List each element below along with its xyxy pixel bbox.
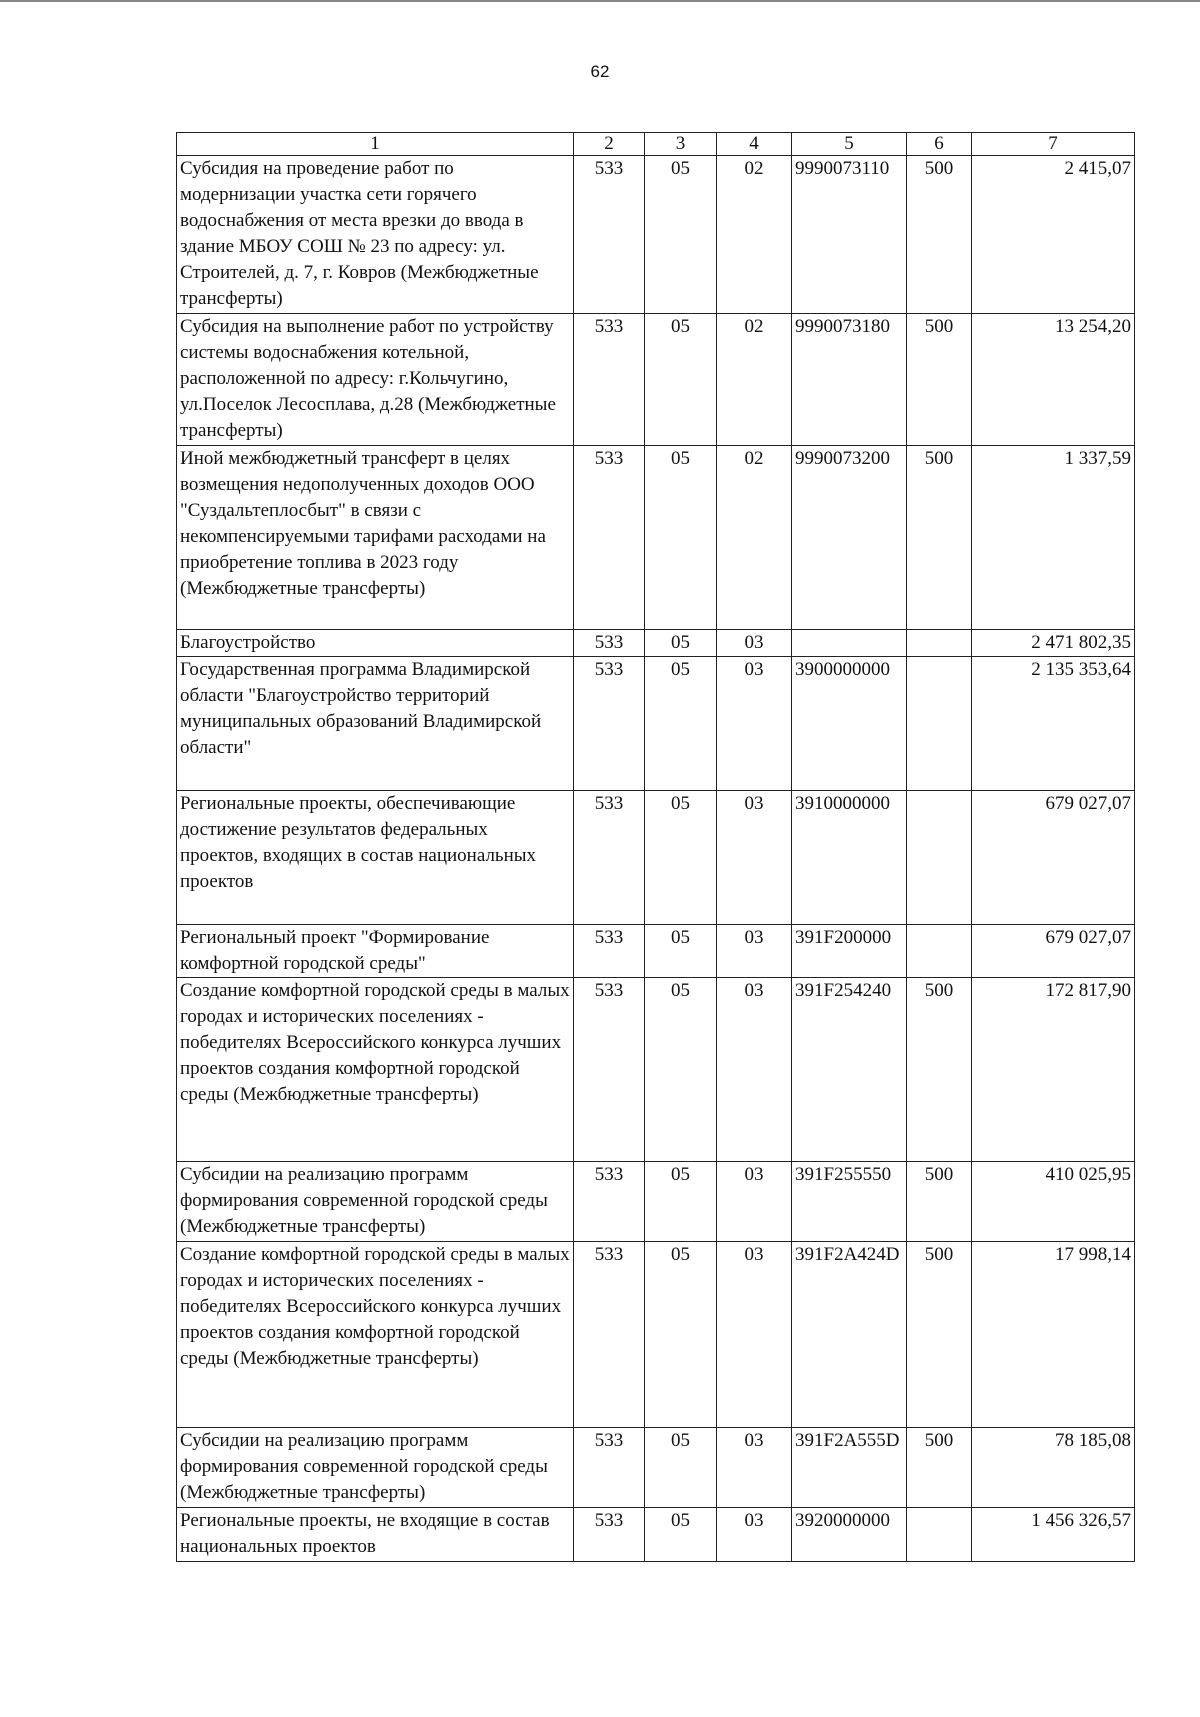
row-name: Создание комфортной городской среды в малых городах и исторических поселениях - победителях Всероссийского конкурса лучших проектов создания комфортной городской среды (Межбюджетные трансферты) xyxy=(177,978,574,1162)
col-header-2: 2 xyxy=(574,133,645,156)
row-amount: 2 135 353,64 xyxy=(972,657,1135,791)
row-amount: 679 027,07 xyxy=(972,791,1135,925)
row-section: 05 xyxy=(645,1162,717,1242)
page-number: 62 xyxy=(590,62,610,81)
table-row xyxy=(177,156,1135,314)
row-ministry-code: 533 xyxy=(574,314,645,446)
row-name: Региональные проекты, не входящие в состав национальных проектов xyxy=(177,1508,574,1562)
table-row xyxy=(177,657,1135,791)
row-amount: 17 998,14 xyxy=(972,1242,1135,1428)
row-target-code: 3900000000 xyxy=(792,657,907,791)
row-section: 05 xyxy=(645,630,717,657)
row-target-code xyxy=(792,630,907,657)
table-row xyxy=(177,630,1135,657)
row-ministry-code: 533 xyxy=(574,156,645,314)
row-expense-type xyxy=(907,791,972,925)
row-expense-type xyxy=(907,1508,972,1562)
row-expense-type: 500 xyxy=(907,156,972,314)
row-name: Иной межбюджетный трансферт в целях возмещения недополученных доходов ООО "Суздальтеплосбыт" в связи с некомпенсируемыми тарифами расходами на приобретение топлива в 2023 году (Межбюджетные трансферты) xyxy=(177,446,574,630)
row-subsection: 03 xyxy=(717,1162,792,1242)
row-expense-type: 500 xyxy=(907,1242,972,1428)
row-expense-type: 500 xyxy=(907,1162,972,1242)
table-row xyxy=(177,1428,1135,1508)
row-amount: 410 025,95 xyxy=(972,1162,1135,1242)
row-target-code: 3920000000 xyxy=(792,1508,907,1562)
row-subsection: 03 xyxy=(717,791,792,925)
row-subsection: 02 xyxy=(717,314,792,446)
row-ministry-code: 533 xyxy=(574,630,645,657)
row-target-code: 9990073200 xyxy=(792,446,907,630)
row-section: 05 xyxy=(645,446,717,630)
row-target-code: 391F254240 xyxy=(792,978,907,1162)
row-amount: 1 456 326,57 xyxy=(972,1508,1135,1562)
table-row xyxy=(177,1508,1135,1562)
col-header-4: 4 xyxy=(717,133,792,156)
row-target-code: 391F2A424D xyxy=(792,1242,907,1428)
row-name: Субсидии на реализацию программ формирования современной городской среды (Межбюджетные трансферты) xyxy=(177,1428,574,1508)
row-section: 05 xyxy=(645,978,717,1162)
row-expense-type: 500 xyxy=(907,446,972,630)
row-target-code: 9990073110 xyxy=(792,156,907,314)
scan-edge-line xyxy=(0,0,1200,2)
row-ministry-code: 533 xyxy=(574,446,645,630)
table-row xyxy=(177,925,1135,978)
row-name: Субсидия на выполнение работ по устройству системы водоснабжения котельной, расположенной по адресу: г.Кольчугино, ул.Поселок Лесосплава, д.28 (Межбюджетные трансферты) xyxy=(177,314,574,446)
row-section: 05 xyxy=(645,925,717,978)
row-amount: 13 254,20 xyxy=(972,314,1135,446)
row-subsection: 03 xyxy=(717,630,792,657)
row-amount: 1 337,59 xyxy=(972,446,1135,630)
row-subsection: 03 xyxy=(717,1428,792,1508)
col-header-1: 1 xyxy=(177,133,574,156)
row-amount: 2 471 802,35 xyxy=(972,630,1135,657)
row-ministry-code: 533 xyxy=(574,1508,645,1562)
row-subsection: 03 xyxy=(717,925,792,978)
col-header-5: 5 xyxy=(792,133,907,156)
row-section: 05 xyxy=(645,314,717,446)
budget-table xyxy=(176,132,1135,1562)
row-name: Субсидия на проведение работ по модернизации участка сети горячего водоснабжения от места врезки до ввода в здание МБОУ СОШ № 23 по адресу: ул. Строителей, д. 7, г. Ковров (Межбюджетные трансферты) xyxy=(177,156,574,314)
row-section: 05 xyxy=(645,1428,717,1508)
row-name: Государственная программа Владимирской области "Благоустройство территорий муниципальных образований Владимирской области" xyxy=(177,657,574,791)
table-row xyxy=(177,314,1135,446)
col-header-6: 6 xyxy=(907,133,972,156)
row-ministry-code: 533 xyxy=(574,657,645,791)
header-row xyxy=(177,133,1135,156)
row-expense-type xyxy=(907,630,972,657)
row-ministry-code: 533 xyxy=(574,1162,645,1242)
row-section: 05 xyxy=(645,156,717,314)
row-subsection: 03 xyxy=(717,978,792,1162)
table-row xyxy=(177,1242,1135,1428)
row-section: 05 xyxy=(645,657,717,791)
row-section: 05 xyxy=(645,1242,717,1428)
row-subsection: 03 xyxy=(717,1242,792,1428)
row-amount: 2 415,07 xyxy=(972,156,1135,314)
row-expense-type: 500 xyxy=(907,1428,972,1508)
row-target-code: 391F200000 xyxy=(792,925,907,978)
row-amount: 172 817,90 xyxy=(972,978,1135,1162)
row-expense-type xyxy=(907,657,972,791)
row-expense-type: 500 xyxy=(907,978,972,1162)
row-target-code: 391F255550 xyxy=(792,1162,907,1242)
col-header-3: 3 xyxy=(645,133,717,156)
col-header-7: 7 xyxy=(972,133,1135,156)
row-target-code: 9990073180 xyxy=(792,314,907,446)
row-ministry-code: 533 xyxy=(574,1428,645,1508)
row-amount: 78 185,08 xyxy=(972,1428,1135,1508)
table-row xyxy=(177,446,1135,630)
row-ministry-code: 533 xyxy=(574,1242,645,1428)
row-subsection: 03 xyxy=(717,657,792,791)
row-subsection: 02 xyxy=(717,156,792,314)
row-subsection: 03 xyxy=(717,1508,792,1562)
table-row xyxy=(177,791,1135,925)
row-expense-type xyxy=(907,925,972,978)
row-section: 05 xyxy=(645,791,717,925)
row-target-code: 391F2A555D xyxy=(792,1428,907,1508)
row-name: Региональный проект "Формирование комфортной городской среды" xyxy=(177,925,574,978)
row-subsection: 02 xyxy=(717,446,792,630)
row-amount: 679 027,07 xyxy=(972,925,1135,978)
row-name: Субсидии на реализацию программ формирования современной городской среды (Межбюджетные трансферты) xyxy=(177,1162,574,1242)
row-name: Региональные проекты, обеспечивающие достижение результатов федеральных проектов, входящих в состав национальных проектов xyxy=(177,791,574,925)
row-ministry-code: 533 xyxy=(574,791,645,925)
table-row xyxy=(177,978,1135,1162)
row-expense-type: 500 xyxy=(907,314,972,446)
row-name: Создание комфортной городской среды в малых городах и исторических поселениях - победителях Всероссийского конкурса лучших проектов создания комфортной городской среды (Межбюджетные трансферты) xyxy=(177,1242,574,1428)
row-target-code: 3910000000 xyxy=(792,791,907,925)
row-section: 05 xyxy=(645,1508,717,1562)
row-name: Благоустройство xyxy=(177,630,574,657)
row-ministry-code: 533 xyxy=(574,925,645,978)
table-row xyxy=(177,1162,1135,1242)
row-ministry-code: 533 xyxy=(574,978,645,1162)
